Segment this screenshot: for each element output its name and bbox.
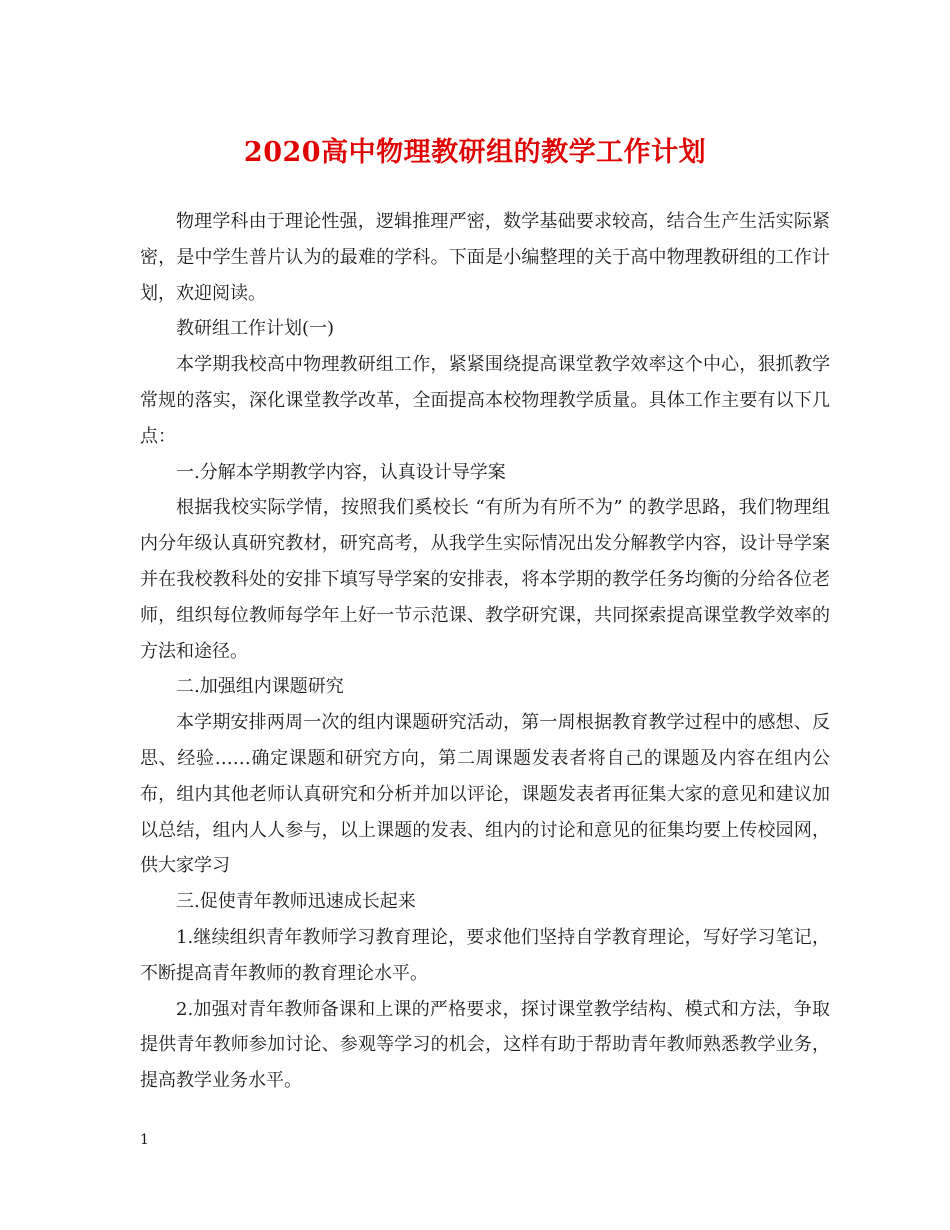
page-title: 2020高中物理教研组的教学工作计划 <box>243 137 707 168</box>
paragraph-item-1: 1.继续组织青年教师学习教育理论，要求他们坚持自学教育理论，写好学习笔记，不断提高青年教师的教育理论水平。 <box>140 926 830 984</box>
paragraph-section-2: 本学期安排两周一次的组内课题研究活动，第一周根据教育教学过程中的感想、反思、经验……确定课题和研究方向，第二周课题发表者将自己的课题及内容在组内公布，组内其他老师认真研究和分析并加以评论，课题发表者再征集大家的意见和建议加以总结，组内人人参与，以上课题的发表、组内的讨论和意见的征集均要上传校园网，供大家学习 <box>140 712 830 877</box>
section-heading-2: 二.加强组内课题研究 <box>176 676 344 698</box>
section-heading-3: 三.促使青年教师迅速成长起来 <box>176 891 416 913</box>
section-heading-plan-one: 教研组工作计划(一) <box>176 318 335 340</box>
page-number: 1 <box>140 1132 149 1148</box>
paragraph-section-1: 根据我校实际学情，按照我们奚校长 “有所为有所不为” 的教学思路，我们物理组内分年级认真研究教材，研究高考，从我学生实际情况出发分解教学内容，设计导学案并在我校教科处的安排下填写导学案的安排表，将本学期的教学任务均衡的分给各位老师，组织每位教师每学年上好一节示范课、教学研究课，共同探索提高课堂教学效率的方法和途径。 <box>140 497 830 662</box>
paragraph-item-2: 2.加强对青年教师备课和上课的严格要求，探讨课堂教学结构、模式和方法，争取提供青年教师参加讨论、参观等学习的机会，这样有助于帮助青年教师熟悉教学业务，提高教学业务水平。 <box>140 998 830 1092</box>
document-body <box>140 204 830 1099</box>
paragraph-intro: 物理学科由于理论性强，逻辑推理严密，数学基础要求较高，结合生产生活实际紧密，是中学生普片认为的最难的学科。下面是小编整理的关于高中物理教研组的工作计划，欢迎阅读。 <box>140 211 830 304</box>
paragraph-overview: 本学期我校高中物理教研组工作，紧紧围绕提高课堂教学效率这个中心，狠抓教学常规的落实，深化课堂教学改革，全面提高本校物理教学质量。具体工作主要有以下几点： <box>140 354 830 447</box>
section-heading-1: 一.分解本学期教学内容，认真设计导学案 <box>176 461 506 483</box>
